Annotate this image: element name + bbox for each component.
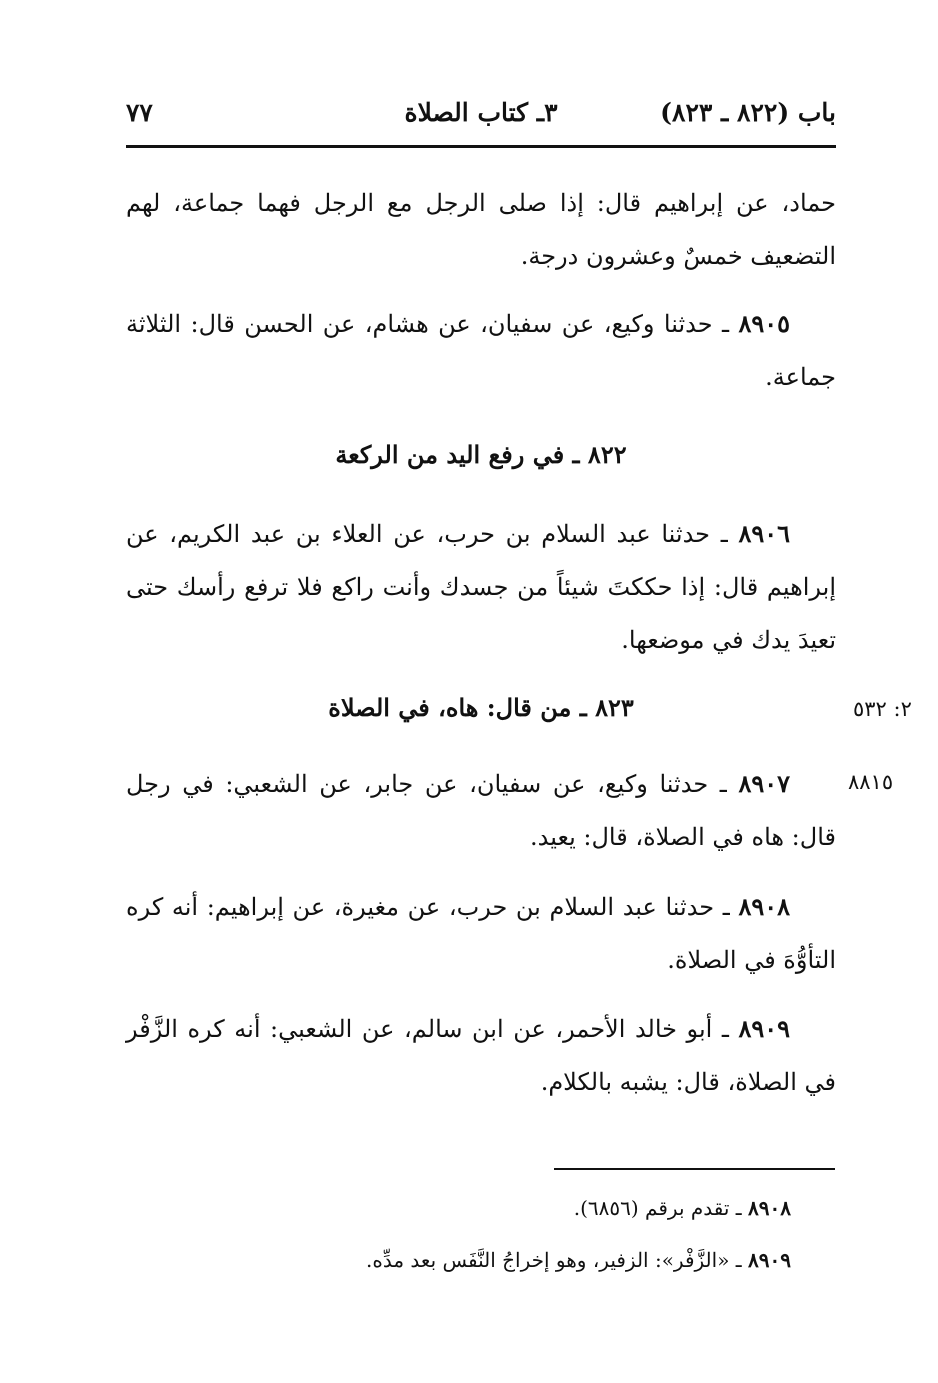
- hadith-text: ـ حدثنا وكيع، عن سفيان، عن هشام، عن الحسن قال: الثلاثة جماعة.: [126, 310, 836, 391]
- hadith-8906: [126, 507, 836, 667]
- paragraph-text: حماد، عن إبراهيم قال: إذا صلى الرجل مع الرجل فهما جماعة، لهم التضعيف خمسٌ وعشرون درجة.: [126, 189, 836, 270]
- hadith-8908: [126, 880, 836, 987]
- footnote-8908: [126, 1196, 791, 1220]
- hadith-8905: [126, 297, 836, 404]
- footnote-8909: [126, 1248, 791, 1272]
- footnote-rule: [554, 1168, 835, 1170]
- footnote-text: ـ «الزَّفْر»: الزفير، وهو إخراجُ النَّفَس بعد مدِّه.: [366, 1248, 749, 1272]
- hadith-number: ٨٩٠٨: [738, 892, 790, 921]
- paragraph-continuation: [126, 177, 836, 283]
- hadith-text: ـ حدثنا وكيع، عن سفيان، عن جابر، عن الشعبي: في رجل قال: هاه في الصلاة، قال: يعيد.: [126, 770, 836, 851]
- margin-reference-volume-page: ٢: ٥٣٢: [853, 697, 912, 721]
- running-header: [126, 98, 836, 140]
- hadith-text: ـ أبو خالد الأحمر، عن ابن سالم، عن الشعبي: أنه كره الزَّفْر في الصلاة، قال: يشبه بالكلام.: [126, 1015, 836, 1096]
- hadith-text: ـ حدثنا عبد السلام بن حرب، عن العلاء بن عبد الكريم، عن إبراهيم قال: إذا حككتَ شيئاً من جسدك وأنت راكع فلا ترفع رأسك حتى تعيدَ يدك في موضعها.: [126, 520, 836, 654]
- hadith-8907: [126, 757, 836, 864]
- hadith-number: ٨٩٠٥: [738, 309, 790, 338]
- header-rule: [126, 145, 836, 148]
- page-number: ٧٧: [126, 98, 153, 127]
- chapter-range: باب (٨٢٢ ـ ٨٢٣): [660, 98, 836, 127]
- hadith-text: ـ حدثنا عبد السلام بن حرب، عن مغيرة، عن إبراهيم: أنه كره التأوُّهَ في الصلاة.: [126, 893, 836, 974]
- margin-reference-hadith: ٨٨١٥: [848, 770, 894, 794]
- hadith-number: ٨٩٠٧: [738, 769, 790, 798]
- footnote-number: ٨٩٠٩: [748, 1248, 791, 1272]
- book-title: ٣ـ كتاب الصلاة: [404, 98, 558, 127]
- hadith-number: ٨٩٠٩: [738, 1014, 790, 1043]
- footnote-number: ٨٩٠٨: [748, 1196, 791, 1220]
- chapter-heading-823: ٨٢٣ ـ من قال: هاه، في الصلاة: [328, 693, 634, 722]
- hadith-number: ٨٩٠٦: [738, 519, 790, 548]
- footnote-text: ـ تقدم برقم (٦٨٥٦).: [573, 1196, 749, 1220]
- hadith-8909: [126, 1002, 836, 1109]
- chapter-heading-822: ٨٢٢ ـ في رفع اليد من الركعة: [335, 440, 627, 469]
